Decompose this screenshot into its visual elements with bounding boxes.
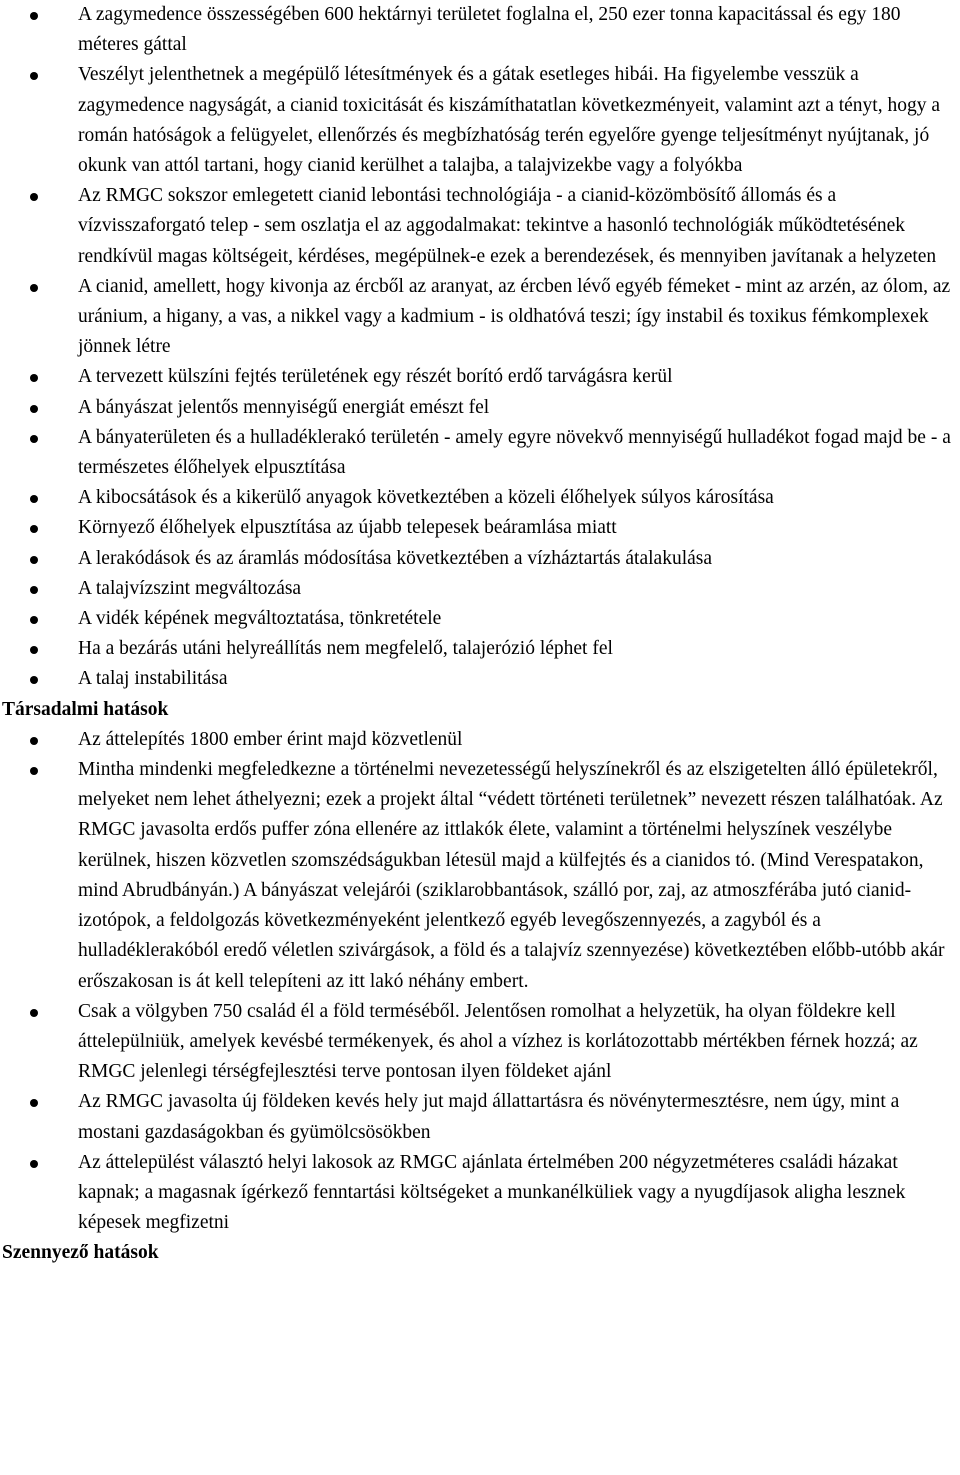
environmental-impacts-list: [0, 0, 960, 695]
list-item: [0, 725, 960, 755]
list-item: [0, 1087, 960, 1147]
list-item-text: A cianid, amellett, hogy kivonja az ércből az aranyat, az ércben lévő egyéb fémeket - mint az arzén, az ólom, az uránium, a higany, a vas, a nikkel vagy a kadmium - is oldhatóvá teszi; így instabil és toxikus fémkomplexek jönnek létre: [78, 275, 951, 358]
bullet-icon: [30, 586, 38, 594]
list-item: [0, 664, 960, 694]
list-item-text: A vidék képének megváltoztatása, tönkretétele: [78, 608, 442, 630]
list-item-text: Ha a bezárás utáni helyreállítás nem megfelelő, talajerózió léphet fel: [78, 638, 613, 660]
list-item: [0, 423, 960, 483]
list-item-text: A bányaterületen és a hulladéklerakó területén - amely egyre növekvő mennyiségű hulladékot fogad majd be - a természetes élőhelyek elpusztítása: [78, 426, 951, 479]
list-item-text: A lerakódások és az áramlás módosítása következtében a vízháztartás átalakulása: [78, 547, 713, 569]
list-item-text: Az áttelepítés 1800 ember érint majd közvetlenül: [78, 728, 463, 750]
list-item-text: A talajvízszint megváltozása: [78, 577, 302, 599]
bullet-icon: [30, 193, 38, 201]
list-item: [0, 483, 960, 513]
list-item: [0, 272, 960, 363]
bullet-icon: [30, 405, 38, 413]
list-item-text: Csak a völgyben 750 család él a föld terméséből. Jelentősen romolhat a helyzetük, ha olyan földekre kell áttelepülniük, amelyek kevésbé termékenyek, és ahol a vízhez is korlátozottabb mértékben férnek hozzá; az RMGC jelenlegi térségfejlesztési terve pontosan ilyen földeket ajánl: [78, 1000, 918, 1083]
list-item: [0, 755, 960, 997]
list-item-text: A bányászat jelentős mennyiségű energiát emészt fel: [78, 396, 490, 418]
list-item: [0, 60, 960, 181]
bullet-icon: [30, 525, 38, 533]
list-item-text: A kibocsátások és a kikerülő anyagok következtében a közeli élőhelyek súlyos károsítása: [78, 487, 774, 509]
bullet-icon: [30, 616, 38, 624]
list-item: [0, 634, 960, 664]
list-item: [0, 604, 960, 634]
bullet-icon: [30, 767, 38, 775]
social-impacts-list: [0, 725, 960, 1238]
bullet-icon: [30, 435, 38, 443]
list-item: [0, 0, 960, 60]
bullet-icon: [30, 72, 38, 80]
bullet-icon: [30, 556, 38, 564]
list-item-text: Mintha mindenki megfeledkezne a történelmi nevezetességű helyszínekről és az elszigetelten álló épületekről, melyeket nem lehet áthelyezni; ezek a projekt által “védett történeti területnek” nevezett részen találhatóak. Az RMGC javasolta erdős puffer zóna ellenére az ittlakók élete, valamint a történelmi helyszínek veszélybe kerülnek, hiszen közvetlen szomszédságukban létesül majd a külfejtés és a cianidos tó. (Mind Verespatakon, mind Abrudbányán.) A bányászat velejárói (sziklarobbantások, szálló por, zaj, az atmoszférába jutó cianid-izotópok, a feldolgozás következményeként jelentkező egyéb levegőszennyezés, a zagyból és a hulladéklerakóból eredő véletlen szivárgások, a föld és a talajvíz szennyezése) következtében előbb-utóbb akár erőszakosan is át kell telepíteni az itt lakó néhány embert.: [78, 759, 945, 992]
list-item: [0, 181, 960, 272]
list-item-text: Az áttelepülést választó helyi lakosok az RMGC ajánlata értelmében 200 négyzetméteres családi házakat kapnak; a magasnak ígérkező fenntartási költségeket a munkanélküliek vagy a nyugdíjasok aligha lesznek képesek megfizetni: [78, 1151, 906, 1234]
section-heading-social: Társadalmi hatások: [2, 698, 169, 720]
list-item-text: Az RMGC sokszor emlegetett cianid lebontási technológiája - a cianid-közömbösítő állomás és a vízvisszaforgató telep - sem oszlatja el az aggodalmakat: tekintve a hasonló technológiák működtetésének rendkívül magas költségeit, kérdéses, megépülnek-e ezek a berendezések, és mennyiben javítanak a helyzeten: [78, 185, 937, 267]
list-item-text: A talaj instabilitása: [78, 668, 228, 690]
bullet-icon: [30, 284, 38, 292]
bullet-icon: [30, 1009, 38, 1017]
list-item-text: A tervezett külszíni fejtés területének egy részét borító erdő tarvágásra kerül: [78, 366, 673, 388]
list-item: [0, 393, 960, 423]
bullet-icon: [30, 495, 38, 503]
bullet-icon: [30, 374, 38, 382]
list-item-text: Veszélyt jelenthetnek a megépülő létesítmények és a gátak esetleges hibái. Ha figyelembe vesszük a zagymedence nagyságát, a cianid toxicitását és kiszámíthatatlan következményeit, valamint azt a tényt, hogy a román hatóságok a felügyelet, ellenőrzés és megbízhatóság terén egyelőre gyenge teljesítményt nyújtanak, jó okunk van attól tartani, hogy cianid kerülhet a talajba, a talajvizekbe vagy a folyókba: [78, 64, 940, 177]
list-item: [0, 574, 960, 604]
section-heading-pollution: Szennyező hatások: [2, 1242, 159, 1264]
bullet-icon: [30, 676, 38, 684]
list-item-text: A zagymedence összességében 600 hektárnyi területet foglalna el, 250 ezer tonna kapacitással és egy 180 méteres gáttal: [78, 4, 901, 56]
bullet-icon: [30, 646, 38, 654]
list-item: [0, 513, 960, 543]
list-item: [0, 544, 960, 574]
list-item: [0, 362, 960, 392]
list-item: [0, 1148, 960, 1239]
list-item-text: Környező élőhelyek elpusztítása az újabb telepesek beáramlása miatt: [78, 517, 617, 539]
bullet-icon: [30, 12, 38, 20]
bullet-icon: [30, 737, 38, 745]
list-item: [0, 997, 960, 1088]
bullet-icon: [30, 1099, 38, 1107]
bullet-icon: [30, 1160, 38, 1168]
list-item-text: Az RMGC javasolta új földeken kevés hely jut majd állattartásra és növénytermesztésre, nem úgy, mint a mostani gazdaságokban és gyümölcsösökben: [78, 1091, 900, 1143]
